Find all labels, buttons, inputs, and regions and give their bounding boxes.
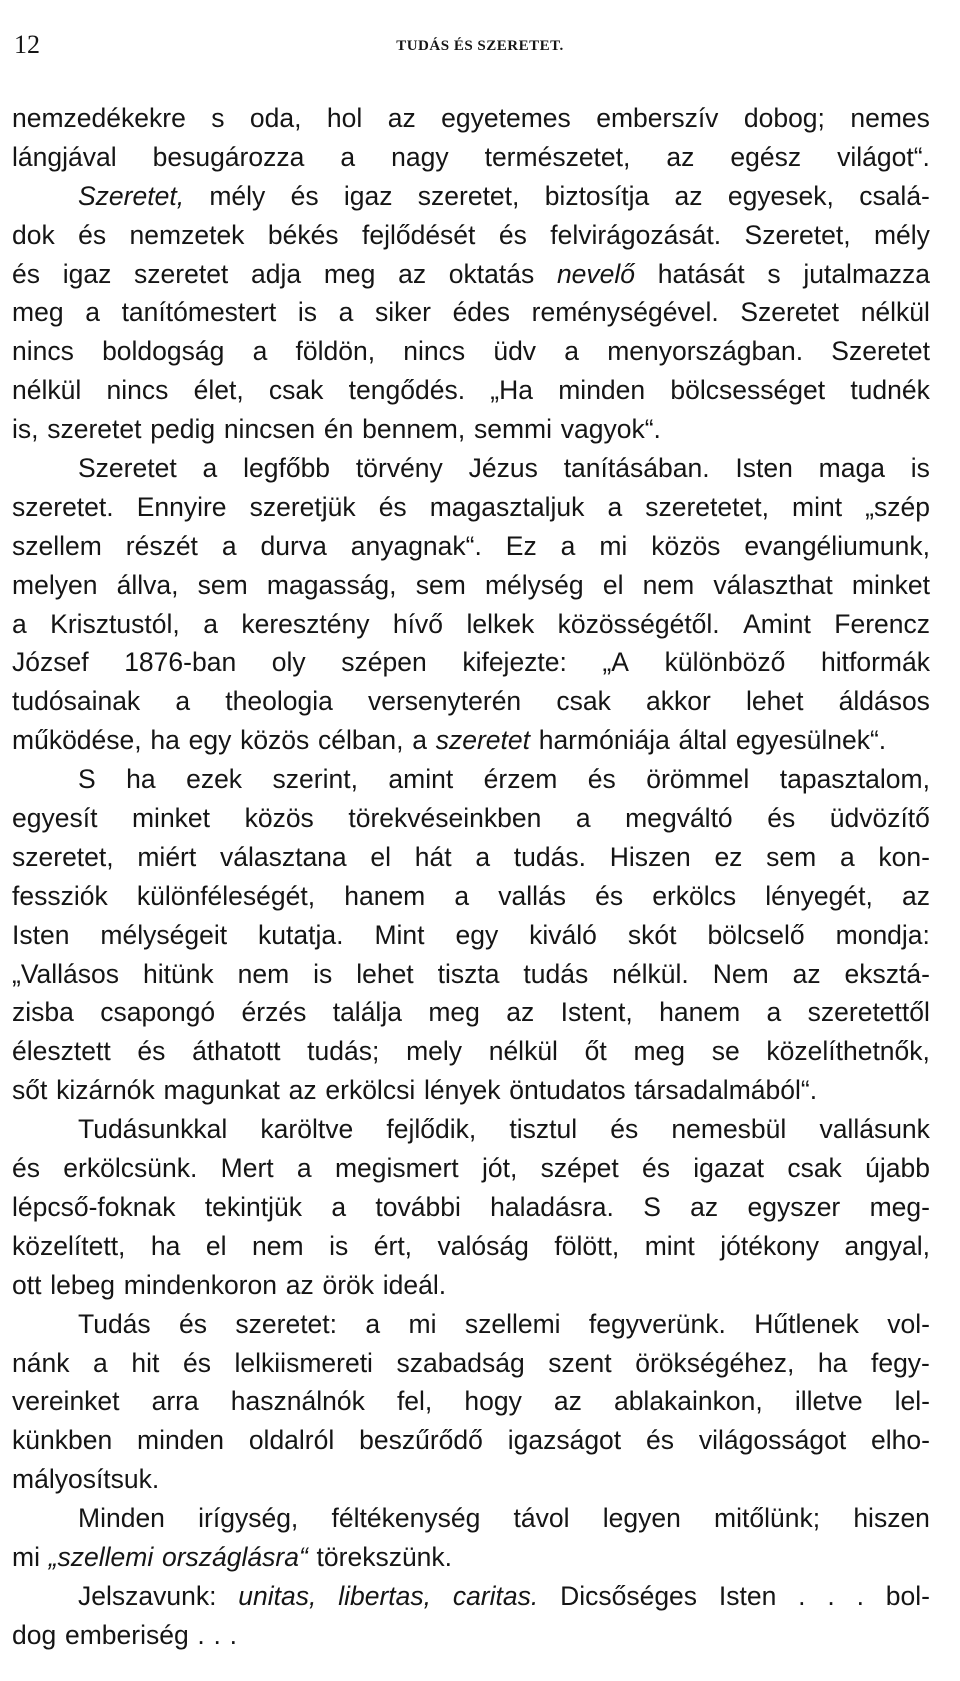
text-line: is, szeretet pedig nincsen én bennem, semmi vagyok“. [12,414,661,445]
text-line: József 1876-ban oly szépen kifejezte: „A különböző hitformák [12,647,930,678]
text-line: a Krisztustól, a keresztény hívő lelkek közösségétől. Amint Ferencz [12,608,930,639]
text-line: S ha ezek szerint, amint érzem és örömmel tapasztalom, [78,764,930,795]
text-line: működése, ha egy közös célban, a szeretet harmóniája által egyesülnek“. [12,725,887,756]
text-line: meg a tanítómestert is a siker édes reménységével. Szeretet nélkül [12,297,930,328]
text-line: élesztett és áthatott tudás; mely nélkül őt meg se közelíthetnők, [12,1036,930,1067]
running-title: TUDÁS ÉS SZERETET. [396,38,564,54]
text-line: fessziók különféleségét, hanem a vallás és erkölcs lényegét, az [12,880,930,911]
text-line: ott lebeg mindenkoron az örök ideál. [12,1269,447,1300]
text-line: tudósainak a theologia versenyterén csak akkor lehet áldásos [12,686,930,717]
text-line: künkben minden oldalról beszűrődő igazságot és világosságot elho- [12,1425,930,1456]
text-line: nánk a hit és lelkiismereti szabadság szent örökségéhez, ha fegy- [12,1347,930,1378]
text-line: lépcső-foknak tekintjük a további haladásra. S az egyszer meg- [12,1191,930,1222]
text-line: sőt kizárnók magunkat az erkölcsi lények öntudatos társadalmából“. [12,1075,818,1106]
text-line: Tudás és szeretet: a mi szellemi fegyverünk. Hűtlenek vol- [78,1308,930,1339]
text-line: Jelszavunk: unitas, libertas, caritas. Dicsőséges Isten . . . bol- [78,1580,930,1611]
text-line: és erkölcsünk. Mert a megismert jót, szépet és igazat csak újabb [12,1153,930,1184]
text-line: és igaz szeretet adja meg az oktatás nevelő hatását s jutalmazza [12,258,930,289]
text-line: Tudásunkkal karöltve fejlődik, tisztul és nemesbül vallásunk [78,1114,930,1145]
text-line: dok és nemzetek békés fejlődését és felvirágozását. Szeretet, mély [12,219,930,250]
text-line: nemzedékekre s oda, hol az egyetemes emberszív dobog; nemes [12,103,930,133]
text-line: „Vallásos hitünk nem is lehet tiszta tudás nélkül. Nem az eksztá- [12,958,930,989]
text-line: Isten mélységeit kutatja. Mint egy kiváló skót bölcselő mondja: [12,919,930,950]
text-line: mályosítsuk. [12,1464,160,1495]
text-line: mi „szellemi országlásra“ törekszünk. [12,1541,453,1572]
text-line: Szeretet a legfőbb törvény Jézus tanításában. Isten maga is [78,453,930,484]
text-line: zisba csapongó érzés találja meg az Istent, hanem a szeretettől [12,997,930,1028]
page-number: 12 [14,30,40,59]
text-line: szellem részét a durva anyagnak“. Ez a mi közös evangéliumunk, [12,530,930,561]
text-line: Szeretet, mély és igaz szeretet, biztosítja az egyesek, csalá- [78,180,930,211]
text-line: szeretet, miért választana el hát a tudás. Hiszen ez sem a kon- [12,841,930,872]
text-line: Minden irígység, féltékenység távol legyen mitőlünk; hiszen [78,1503,930,1534]
text-line: melyen állva, sem magasság, sem mélység el nem választhat minket [12,569,930,600]
text-line: lángjával besugározza a nagy természetet, az egész világot“. [12,141,930,172]
text-line: nincs boldogság a földön, nincs üdv a menyországban. Szeretet [12,336,930,367]
body-text [12,99,930,1655]
text-line: dog emberiség . . . [12,1619,238,1650]
text-line: vereinket arra használnók fel, hogy az ablakainkon, illetve lel- [12,1386,930,1417]
text-line: nélkül nincs élet, csak tengődés. „Ha minden bölcsességet tudnék [12,375,930,406]
text-line: szeretet. Ennyire szeretjük és magasztaljuk a szeretetet, mint „szép [12,491,930,522]
text-line: egyesít minket közös törekvéseinkben a megváltó és üdvözítő [12,803,930,834]
page-header [14,28,946,68]
text-line: közelített, ha el nem is ért, valóság fölött, mint jótékony angyal, [12,1230,930,1261]
